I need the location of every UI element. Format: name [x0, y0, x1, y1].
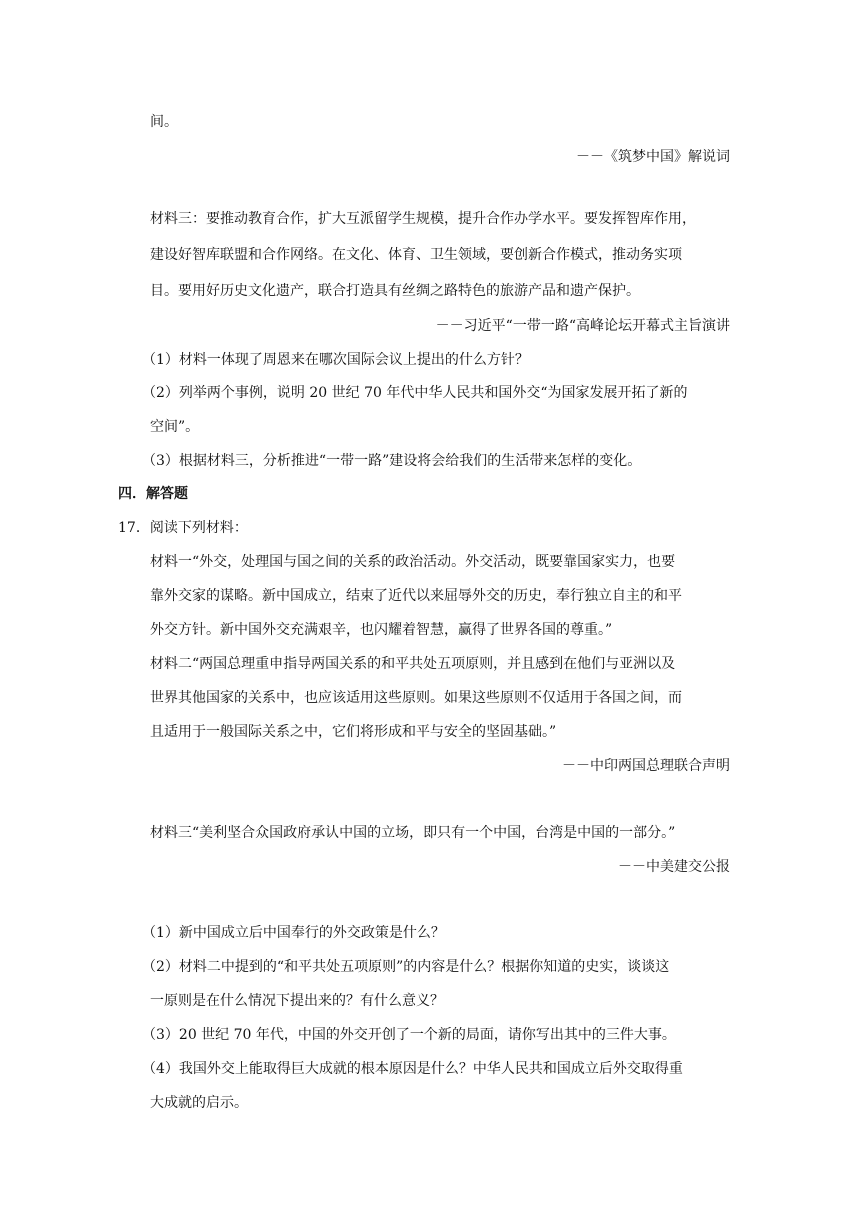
question-item: （4）我国外交上能取得巨大成就的根本原因是什么？中华人民共和国成立后外交取得重	[142, 1061, 683, 1077]
material-three-line: 材料三“美利坚合众国政府承认中国的立场，即只有一个中国，台湾是中国的一部分。”	[150, 825, 676, 841]
material-one-line: 材料一“外交，处理国与国之间的关系的政治活动。外交活动，既要靠国家实力，也要	[150, 554, 676, 570]
question-item: （2）材料二中提到的“和平共处五项原则”的内容是什么？根据你知道的史实，谈谈这	[142, 959, 670, 975]
question-item: 一原则是在什么情况下提出来的？有什么意义？	[150, 993, 444, 1009]
material-three-line: 材料三：要推动教育合作，扩大互派留学生规模，提升合作办学水平。要发挥智库作用，	[150, 211, 696, 227]
question-item: 空间”。	[150, 419, 200, 435]
material-one-line: 靠外交家的谋略。新中国成立，结束了近代以来屈辱外交的历史，奉行独立自主的和平	[150, 588, 682, 604]
question-item: （3）根据材料三，分析推进“一带一路”建设将会给我们的生活带来怎样的变化。	[142, 453, 642, 469]
text-line: 间。	[150, 114, 178, 130]
question-item: （1）新中国成立后中国奉行的外交政策是什么？	[142, 925, 445, 941]
source-citation: －－中印两国总理联合声明	[562, 758, 730, 774]
source-citation: －－《筑梦中国》解说词	[576, 149, 730, 165]
question-item: （3）20 世纪 70 年代，中国的外交开创了一个新的局面，请你写出其中的三件大事。	[142, 1027, 676, 1043]
material-two-line: 世界其他国家的关系中，也应该适用这些原则。如果这些原则不仅适用于各国之间，而	[150, 690, 682, 706]
question-item: （2）列举两个事例，说明 20 世纪 70 年代中华人民共和国外交“为国家发展开拓了新的	[142, 385, 688, 401]
source-citation: －－习近平“一带一路“高峰论坛开幕式主旨演讲	[435, 318, 730, 334]
material-three-line: 建设好智库联盟和合作网络。在文化、体育、卫生领域，要创新合作模式，推动务实项	[150, 247, 682, 263]
question-number: 17．阅读下列材料：	[118, 520, 248, 536]
question-item: 大成就的启示。	[150, 1095, 248, 1111]
source-citation: －－中美建交公报	[618, 859, 730, 875]
material-two-line: 材料二“两国总理重申指导两国关系的和平共处五项原则，并且感到在他们与亚洲以及	[150, 656, 676, 672]
material-one-line: 外交方针。新中国外交充满艰辛，也闪耀着智慧，赢得了世界各国的尊重。”	[150, 622, 613, 638]
material-two-line: 且适用于一般国际关系之中，它们将形成和平与安全的坚固基础。”	[150, 724, 557, 740]
section-heading: 四．解答题	[118, 486, 188, 502]
material-three-line: 目。要用好历史文化遗产，联合打造具有丝绸之路特色的旅游产品和遗产保护。	[150, 283, 640, 299]
question-item: （1）材料一体现了周恩来在哪次国际会议上提出的什么方针？	[142, 352, 529, 368]
